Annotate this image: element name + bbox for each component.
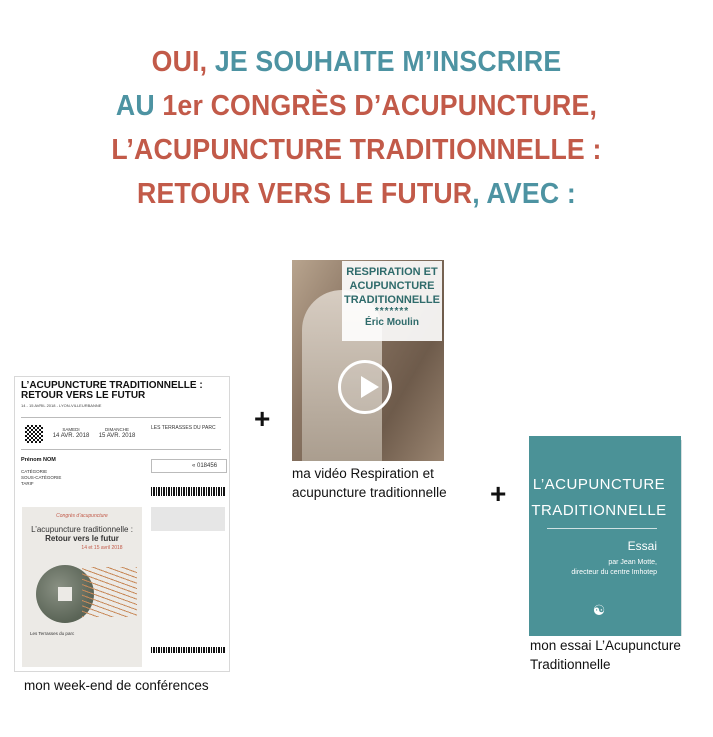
book-caption-line-1: mon essai L’Acupuncture	[530, 638, 681, 653]
ticket-dates-sub: 14 - 15 AVRIL 2018 - LYON-VILLEURBANNE	[21, 403, 102, 408]
ticket-category-1: CATÉGORIE	[21, 469, 48, 474]
poster-title	[22, 525, 142, 543]
ticket-venue: LES TERRASSES DU PARC	[151, 425, 216, 431]
book-title-line-1: L’ACUPUNCTURE	[532, 476, 666, 493]
ticket-caption: mon week-end de conférences	[24, 678, 209, 693]
divider	[21, 449, 221, 450]
headline-part: , AVEC :	[472, 178, 576, 210]
plus-sign: +	[490, 478, 507, 509]
book-author-line-2: directeur du centre Imhotep	[571, 569, 657, 576]
video-title-box	[342, 261, 442, 341]
headline-line-4	[29, 172, 685, 216]
ticket-day2	[97, 427, 137, 439]
headline-part: 1er CONGRÈS D’ACUPUNCTURE,	[162, 90, 598, 122]
ticket-category-2: SOUS-CATÉGORIE	[21, 475, 62, 480]
headline-part: RETOUR VERS LE FUTUR	[136, 178, 473, 210]
barcode-icon	[151, 647, 225, 653]
video-author: Éric Moulin	[365, 317, 419, 328]
divider	[21, 417, 221, 418]
barcode-icon	[151, 487, 225, 496]
ticket-title	[21, 381, 203, 401]
video-title-line-3: TRADITIONNELLE	[344, 294, 440, 306]
poster-venue: Les Terrasses du parc	[30, 631, 75, 636]
book-subtitle: Essai	[627, 539, 657, 553]
poster-title-line-2: Retour vers le futur	[45, 534, 119, 543]
book-author	[529, 558, 671, 578]
headline-line-3	[29, 128, 685, 172]
play-button-icon[interactable]	[338, 360, 392, 414]
ticket-number-box	[151, 459, 227, 473]
play-triangle	[361, 376, 379, 398]
ticket-day1	[51, 427, 91, 439]
video-caption-line-2: acupuncture traditionnelle	[292, 485, 447, 500]
poster-top-text: Congrès d’acupuncture	[56, 513, 108, 519]
video-thumbnail[interactable]	[292, 260, 444, 461]
book-divider	[547, 528, 657, 529]
book-title	[529, 472, 669, 524]
ticket-date2: 15 AVR. 2018	[98, 433, 136, 439]
headline-part: JE SOUHAITE M’INSCRIRE	[214, 46, 562, 78]
video-stars: *******	[374, 306, 410, 317]
book-caption	[530, 636, 681, 674]
video-title-line-1: RESPIRATION ET	[346, 266, 438, 278]
ticket-number: « 018456	[192, 463, 218, 469]
book-author-line-1: par Jean Motte,	[608, 559, 657, 566]
book-cover	[529, 436, 681, 636]
headline-part: OUI,	[151, 46, 215, 78]
ticket-holder-name: Prénom NOM	[21, 457, 56, 463]
imhotep-logo-icon: ☯	[592, 602, 606, 618]
headline-line-1	[29, 40, 685, 84]
coin-hole	[58, 587, 72, 601]
qr-code-icon	[25, 425, 43, 443]
ticket-poster	[22, 507, 142, 667]
book-caption-line-2: Traditionnelle	[530, 657, 611, 672]
ticket-day2-label: DIMANCHE	[104, 427, 129, 432]
ticket-title-line-1: L’ACUPUNCTURE TRADITIONNELLE :	[21, 380, 203, 391]
headline-part: AU	[115, 90, 163, 122]
ticket-category-3: TARIF	[21, 481, 34, 486]
poster-title-line-1: L’acupuncture traditionnelle :	[31, 525, 133, 534]
headline-line-2	[29, 84, 685, 128]
book-title-line-2: TRADITIONNELLE	[531, 502, 667, 519]
headline-part: L’ACUPUNCTURE TRADITIONNELLE :	[111, 134, 602, 166]
video-title	[342, 265, 442, 307]
video-caption	[292, 464, 447, 502]
poster-dates: 14 et 15 avril 2018	[81, 545, 123, 551]
ticket-day1-label: SAMEDI	[62, 427, 80, 432]
headline	[29, 40, 685, 216]
video-title-line-2: ACUPUNCTURE	[349, 280, 435, 292]
ticket-info-block	[151, 507, 225, 531]
video-caption-line-1: ma vidéo Respiration et	[292, 466, 434, 481]
plus-sign: +	[254, 403, 271, 434]
ticket-date1: 14 AVR. 2018	[52, 433, 90, 439]
ticket-title-line-2: RETOUR VERS LE FUTUR	[21, 390, 146, 401]
conference-ticket-image	[14, 376, 230, 672]
needles-icon	[82, 567, 137, 617]
